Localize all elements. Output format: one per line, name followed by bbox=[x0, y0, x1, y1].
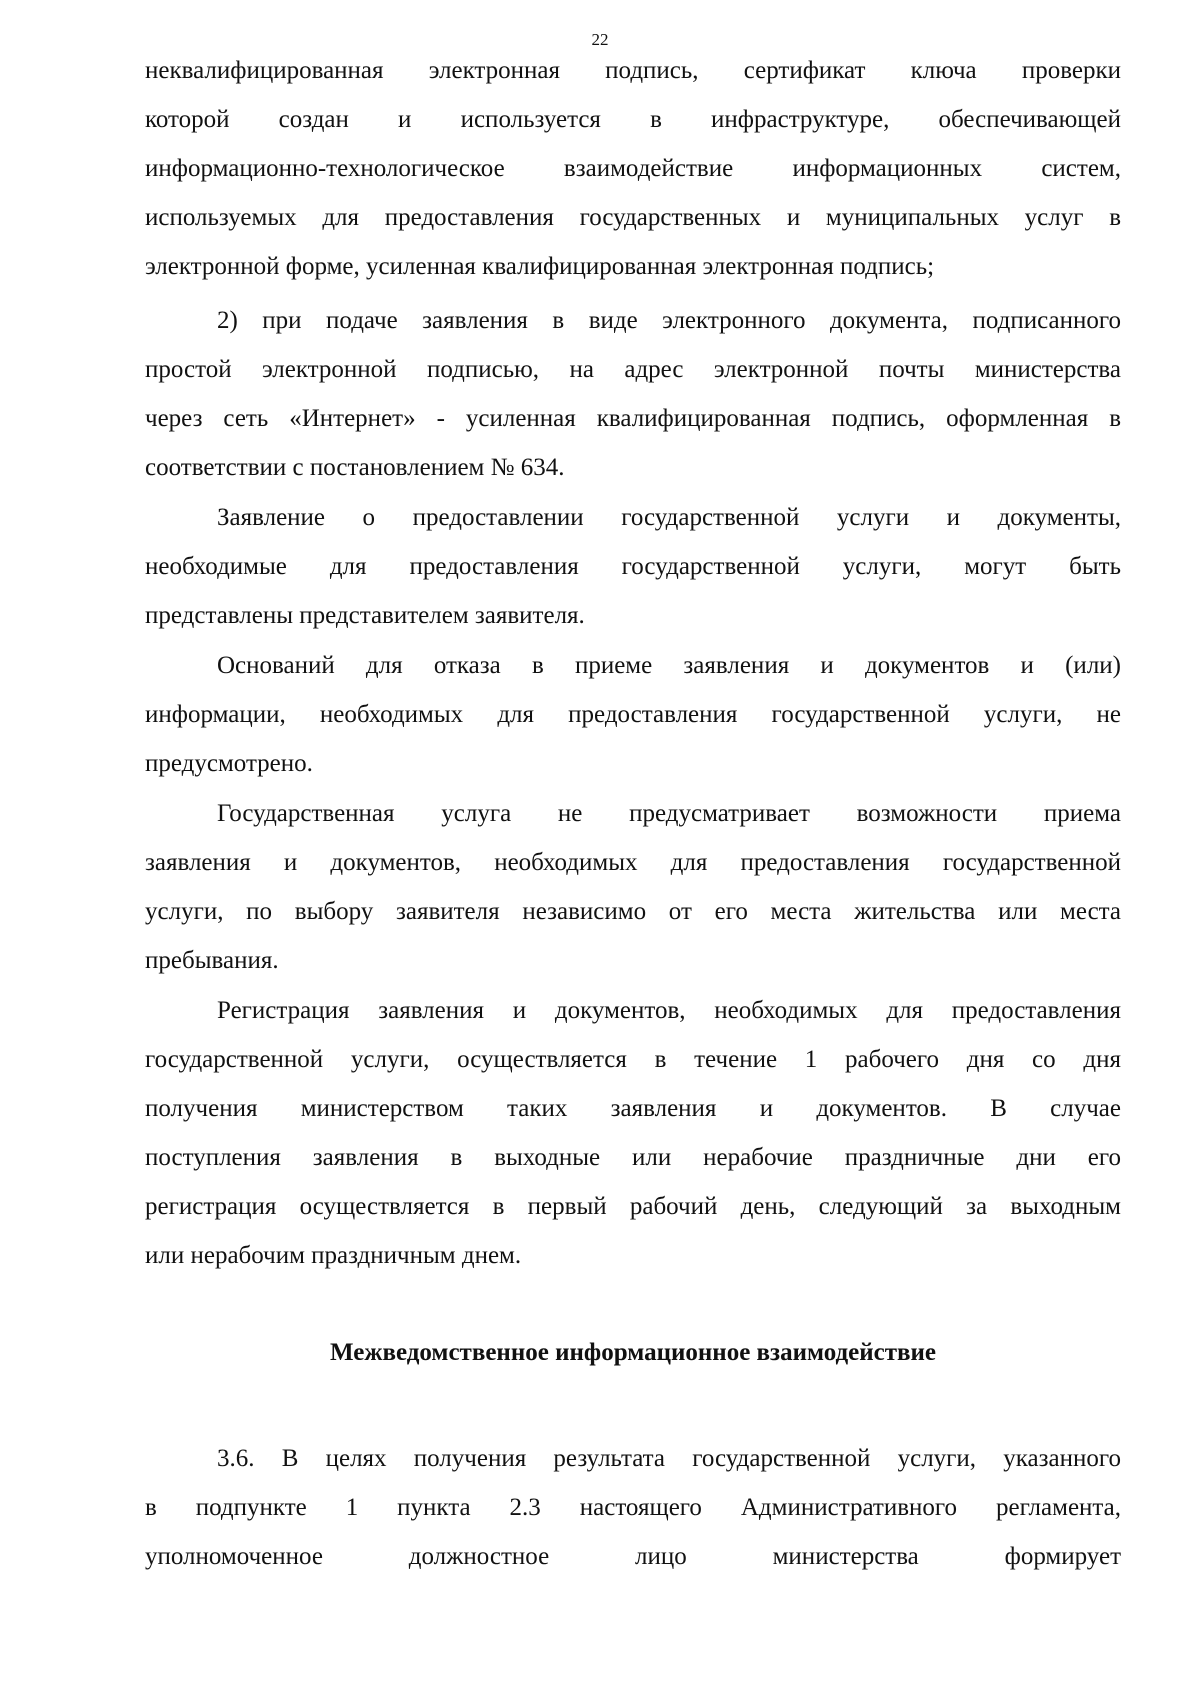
page-number: 22 bbox=[591, 30, 609, 49]
text-line: или нерабочим праздничным днем. bbox=[145, 1242, 522, 1269]
text-line: пребывания. bbox=[145, 947, 279, 974]
text-line: соответствии с постановлением № 634. bbox=[145, 454, 565, 481]
text-line: Оснований для отказа в приеме заявления и документов и (или) bbox=[217, 652, 1121, 679]
text-line: Регистрация заявления и документов, необходимых для предоставления bbox=[217, 997, 1121, 1024]
text-line: электронной форме, усиленная квалифицированная электронная подпись; bbox=[145, 253, 935, 280]
text-line: информации, необходимых для предоставления государственной услуги, не bbox=[145, 701, 1121, 728]
text-line: предусмотрено. bbox=[145, 750, 313, 777]
text-line: 2) при подаче заявления в виде электронного документа, подписанного bbox=[217, 307, 1121, 334]
text-line: государственной услуги, осуществляется в течение 1 рабочего дня со дня bbox=[145, 1046, 1121, 1073]
text-line: через сеть «Интернет» - усиленная квалифицированная подпись, оформленная в bbox=[145, 405, 1121, 432]
text-line: 3.6. В целях получения результата государственной услуги, указанного bbox=[217, 1445, 1121, 1472]
text-line: простой электронной подписью, на адрес электронной почты министерства bbox=[145, 356, 1121, 383]
text-line: заявления и документов, необходимых для предоставления государственной bbox=[145, 849, 1121, 876]
text-line: Государственная услуга не предусматривает возможности приема bbox=[217, 800, 1121, 827]
text-line: уполномоченное должностное лицо министерства формирует bbox=[145, 1543, 1121, 1570]
text-line: поступления заявления в выходные или нерабочие праздничные дни его bbox=[145, 1144, 1121, 1171]
text-line: регистрация осуществляется в первый рабочий день, следующий за выходным bbox=[145, 1193, 1121, 1220]
text-line: в подпункте 1 пункта 2.3 настоящего Административного регламента, bbox=[145, 1494, 1121, 1521]
text-line: неквалифицированная электронная подпись, сертификат ключа проверки bbox=[145, 57, 1121, 84]
text-line: получения министерством таких заявления и документов. В случае bbox=[145, 1095, 1121, 1122]
text-line: информационно-технологическое взаимодействие информационных систем, bbox=[145, 155, 1121, 182]
text-line: которой создан и используется в инфраструктуре, обеспечивающей bbox=[145, 106, 1121, 133]
text-line: используемых для предоставления государственных и муниципальных услуг в bbox=[145, 204, 1121, 231]
text-line: представлены представителем заявителя. bbox=[145, 602, 585, 629]
section-heading: Межведомственное информационное взаимодействие bbox=[330, 1339, 936, 1366]
text-line: необходимые для предоставления государственной услуги, могут быть bbox=[145, 553, 1121, 580]
text-line: Заявление о предоставлении государственной услуги и документы, bbox=[217, 504, 1121, 531]
text-line: услуги, по выбору заявителя независимо от его места жительства или места bbox=[145, 898, 1121, 925]
